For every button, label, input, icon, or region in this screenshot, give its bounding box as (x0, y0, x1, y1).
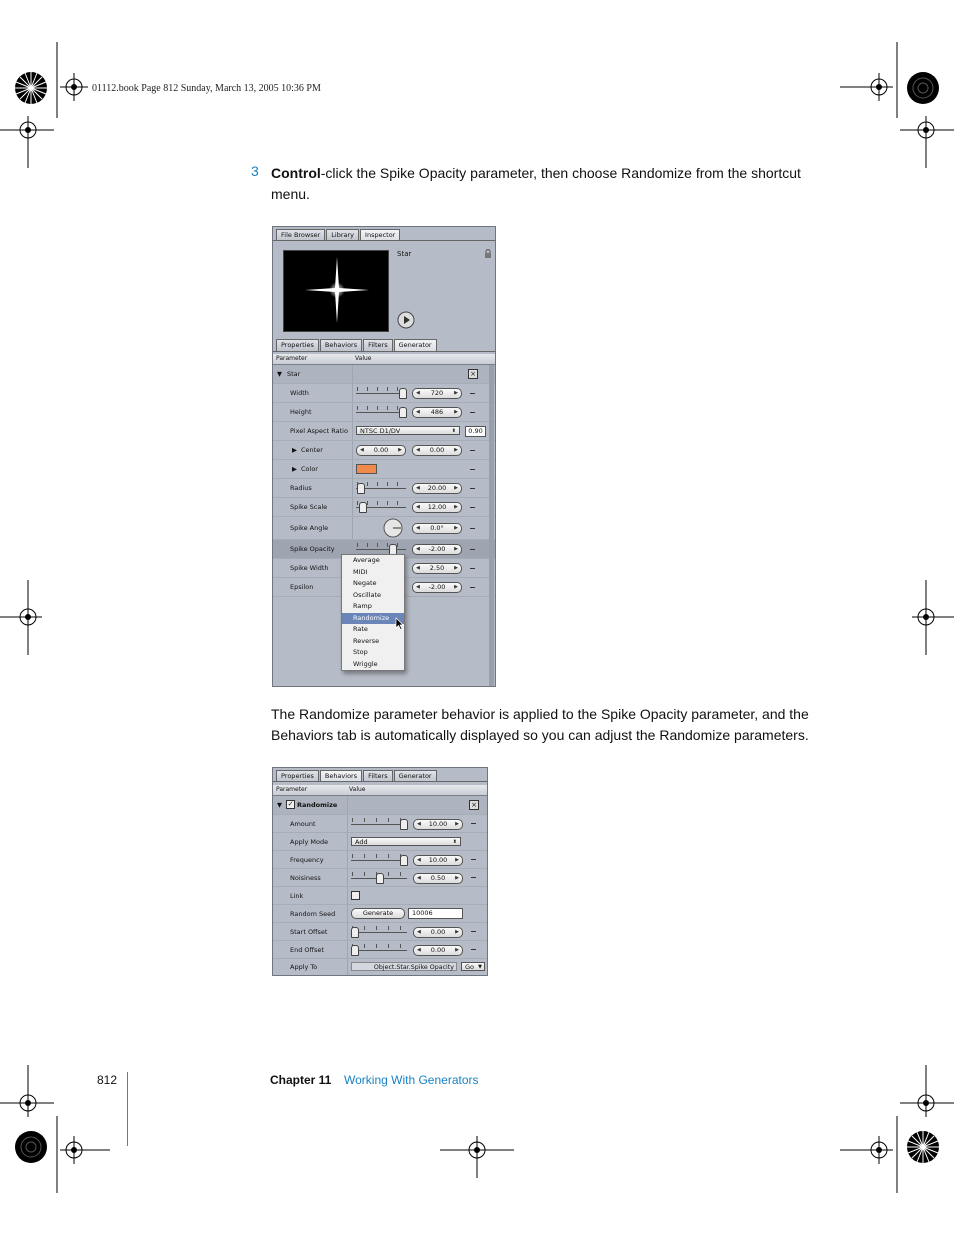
object-name: Star (397, 250, 412, 258)
amount-field[interactable]: ◀ 10.00 ▶ (413, 819, 463, 830)
param-label: Apply Mode (290, 837, 329, 846)
page-number: 812 (97, 1073, 118, 1087)
param-label: Amount (290, 819, 316, 828)
column-header (273, 785, 487, 796)
column-divider (352, 479, 353, 497)
pixel-aspect-popup[interactable]: NTSC D1/DV ⬍ (356, 426, 460, 435)
menu-item[interactable]: Negate (353, 579, 377, 587)
column-divider (347, 851, 348, 868)
param-label: Spike Angle (290, 524, 329, 532)
param-row-end-offset[interactable] (273, 941, 487, 959)
param-row-center[interactable] (273, 441, 495, 460)
column-divider (352, 441, 353, 459)
apply-mode-popup[interactable]: Add ⬍ (351, 837, 461, 846)
column-divider (347, 941, 348, 958)
step-instruction (271, 163, 831, 205)
frequency-slider[interactable] (351, 854, 407, 864)
param-label: Pixel Aspect Ratio (290, 427, 348, 435)
column-divider (352, 403, 353, 421)
column-divider (352, 422, 353, 440)
param-label: Epsilon (290, 583, 314, 591)
param-row-pixel-aspect-ratio[interactable] (273, 422, 495, 441)
param-label: End Offset (290, 945, 324, 954)
menu-item[interactable]: Average (353, 556, 380, 564)
minus-icon[interactable] (471, 859, 476, 860)
minus-icon[interactable] (470, 587, 475, 588)
lock-icon[interactable] (484, 249, 492, 258)
group-row-randomize[interactable] (273, 796, 487, 815)
column-divider (347, 959, 348, 975)
footer-rule (127, 1072, 128, 1146)
column-divider (347, 815, 348, 832)
sub-tabbar (273, 338, 495, 351)
column-divider (347, 923, 348, 940)
behaviors-screenshot (272, 767, 488, 976)
shortcut-menu (341, 554, 405, 671)
param-row-amount[interactable] (273, 815, 487, 833)
start-offset-field[interactable]: ◀ 0.00 ▶ (413, 927, 463, 938)
noisiness-slider[interactable] (351, 872, 407, 882)
menu-item-selected[interactable]: Randomize (342, 613, 404, 625)
minus-icon[interactable] (470, 488, 475, 489)
minus-icon[interactable] (471, 949, 476, 950)
menu-item[interactable]: Oscillate (353, 590, 382, 599)
start-offset-slider[interactable] (351, 926, 407, 936)
step-number: 3 (251, 163, 259, 179)
sub-tabbar-underline (273, 351, 495, 352)
tab-generator[interactable]: Generator (394, 339, 437, 351)
footer-chapter: Chapter 11 (270, 1073, 332, 1087)
column-divider (347, 869, 348, 886)
param-row-spike-scale[interactable] (273, 498, 495, 517)
radius-field[interactable]: ◀ 20.00 ▶ (412, 483, 462, 494)
height-slider[interactable] (356, 406, 406, 416)
column-divider (352, 498, 353, 516)
tab-inspector[interactable]: Inspector (360, 229, 400, 241)
tab-filters[interactable]: Filters (363, 770, 392, 782)
menu-item[interactable]: Reverse (353, 636, 380, 645)
param-label: Radius (290, 484, 312, 492)
param-label: Start Offset (290, 927, 328, 936)
end-offset-field[interactable]: ◀ 0.00 ▶ (413, 945, 463, 956)
width-field[interactable]: ◀ 720 ▶ (412, 388, 462, 399)
minus-icon[interactable] (470, 528, 475, 529)
tab-generator[interactable]: Generator (394, 770, 437, 782)
param-row-random-seed[interactable] (273, 905, 487, 923)
minus-icon[interactable] (470, 469, 475, 470)
group-label: Star (287, 370, 301, 378)
minus-icon[interactable] (471, 877, 476, 878)
spike-width-field[interactable]: ◀ 2.50 ▶ (412, 563, 462, 574)
noisiness-field[interactable]: ◀ 0.50 ▶ (413, 873, 463, 884)
param-label: Color (301, 465, 318, 473)
link-checkbox[interactable] (351, 891, 360, 900)
column-divider (347, 905, 348, 922)
height-field[interactable]: ◀ 486 ▶ (412, 407, 462, 418)
group-row-star[interactable] (273, 365, 495, 384)
enable-checkbox[interactable]: ✓ (287, 800, 294, 808)
param-label: Spike Width (290, 564, 329, 572)
param-label: Height (290, 408, 312, 416)
scrollbar[interactable] (489, 365, 494, 686)
step-keyword: Control (271, 165, 321, 181)
param-label: Frequency (290, 855, 324, 864)
param-label: Apply To (290, 963, 318, 971)
reset-icon[interactable]: × (468, 369, 478, 379)
col-parameter: Parameter (276, 355, 308, 362)
menu-item[interactable]: Stop (353, 648, 368, 656)
random-seed-field[interactable]: 10006 (408, 908, 463, 919)
disclosure-triangle-icon[interactable]: ▼ (277, 370, 282, 378)
param-label: Spike Opacity (290, 545, 335, 553)
color-swatch[interactable] (356, 464, 377, 474)
param-row-link[interactable] (273, 887, 487, 905)
pixel-aspect-value[interactable]: 0.90 (465, 426, 486, 437)
minus-icon[interactable] (470, 568, 475, 569)
minus-icon[interactable] (470, 412, 475, 413)
minus-icon[interactable] (470, 549, 475, 550)
sub-tabbar-underline (273, 781, 487, 782)
col-parameter: Parameter (276, 786, 308, 793)
minus-icon[interactable] (470, 450, 475, 451)
generate-button[interactable]: Generate (351, 908, 405, 919)
reset-icon[interactable]: × (469, 800, 479, 810)
frequency-field[interactable]: ◀ 10.00 ▶ (413, 855, 463, 866)
minus-icon[interactable] (471, 931, 476, 932)
tab-file-browser[interactable]: File Browser (276, 229, 325, 241)
play-icon[interactable] (397, 311, 415, 329)
print-header-stamp: 01112.book Page 812 Sunday, March 13, 2005 10:36 PM (92, 83, 321, 94)
param-row-radius[interactable] (273, 479, 495, 498)
param-row-noisiness[interactable] (273, 869, 487, 887)
param-label: Width (290, 389, 309, 397)
param-row-width[interactable] (273, 384, 495, 403)
spike-scale-field[interactable]: ◀ 12.00 ▶ (412, 502, 462, 513)
tab-properties[interactable]: Properties (276, 770, 319, 782)
footer-chapter-title: Working With Generators (344, 1073, 479, 1087)
minus-icon[interactable] (470, 507, 475, 508)
param-label: Center (301, 446, 323, 454)
tabbar-underline (273, 240, 495, 241)
column-divider (352, 460, 353, 478)
param-row-height[interactable] (273, 403, 495, 422)
minus-icon[interactable] (471, 823, 476, 824)
spike-opacity-field[interactable]: ◀ -2.00 ▶ (412, 544, 462, 555)
mouse-pointer-icon (395, 617, 404, 630)
tab-behaviors[interactable]: Behaviors (320, 770, 362, 782)
disclosure-triangle-icon[interactable]: ▶ (292, 465, 297, 473)
go-button[interactable]: Go ▼ (461, 962, 485, 971)
param-label: Noisiness (290, 873, 321, 882)
star-shape-icon (284, 251, 388, 331)
menu-item[interactable]: MIDI (353, 567, 368, 576)
angle-dial-icon[interactable] (383, 518, 403, 538)
star-preview (283, 250, 389, 332)
column-divider (352, 517, 353, 539)
col-value: Value (349, 786, 366, 793)
tab-library[interactable]: Library (326, 229, 359, 241)
param-row-color[interactable] (273, 460, 495, 479)
spike-opacity-slider[interactable] (356, 543, 406, 553)
menu-item[interactable]: Rate (353, 625, 368, 633)
spike-angle-field[interactable]: ◀ 0.0° ▶ (412, 523, 462, 534)
spike-scale-slider[interactable] (356, 501, 406, 511)
end-offset-slider[interactable] (351, 944, 407, 954)
param-label: Random Seed (290, 909, 336, 918)
param-row-spike-angle[interactable] (273, 517, 495, 540)
tab-properties[interactable]: Properties (276, 339, 319, 351)
disclosure-triangle-icon[interactable]: ▼ (277, 801, 282, 809)
minus-icon[interactable] (470, 393, 475, 394)
tab-behaviors[interactable]: Behaviors (320, 339, 362, 351)
menu-item[interactable]: Ramp (353, 602, 372, 610)
param-row-apply-mode[interactable] (273, 833, 487, 851)
column-divider (352, 365, 353, 383)
menu-item[interactable]: Wriggle (353, 659, 378, 668)
col-value: Value (355, 355, 372, 362)
column-divider (352, 384, 353, 402)
group-label: Randomize (297, 801, 338, 809)
column-divider (347, 887, 348, 904)
column-header (273, 354, 495, 365)
column-divider (347, 796, 348, 814)
param-row-start-offset[interactable] (273, 923, 487, 941)
param-label: Link (290, 891, 304, 900)
body-paragraph: The Randomize parameter behavior is applied to the Spike Opacity parameter, and the Behaviors tab is automatically displayed so you can adjust the Randomize parameters. (271, 706, 809, 743)
width-slider[interactable] (356, 387, 406, 397)
disclosure-triangle-icon[interactable]: ▶ (292, 446, 297, 454)
center-y-field[interactable]: ◀ 0.00 ▶ (412, 445, 462, 456)
param-row-apply-to[interactable] (273, 959, 487, 975)
tab-filters[interactable]: Filters (363, 339, 392, 351)
amount-slider[interactable] (351, 818, 407, 828)
param-label: Spike Scale (290, 503, 328, 511)
center-x-field[interactable]: ◀ 0.00 ▶ (356, 445, 406, 456)
apply-to-field[interactable]: Object.Star.Spike Opacity (351, 962, 457, 971)
param-row-frequency[interactable] (273, 851, 487, 869)
radius-slider[interactable] (356, 482, 406, 492)
step-body: -click the Spike Opacity parameter, then choose Randomize from the shortcut menu. (271, 165, 801, 202)
column-divider (347, 833, 348, 850)
inspector-screenshot (272, 226, 496, 687)
epsilon-field[interactable]: ◀ -2.00 ▶ (412, 582, 462, 593)
